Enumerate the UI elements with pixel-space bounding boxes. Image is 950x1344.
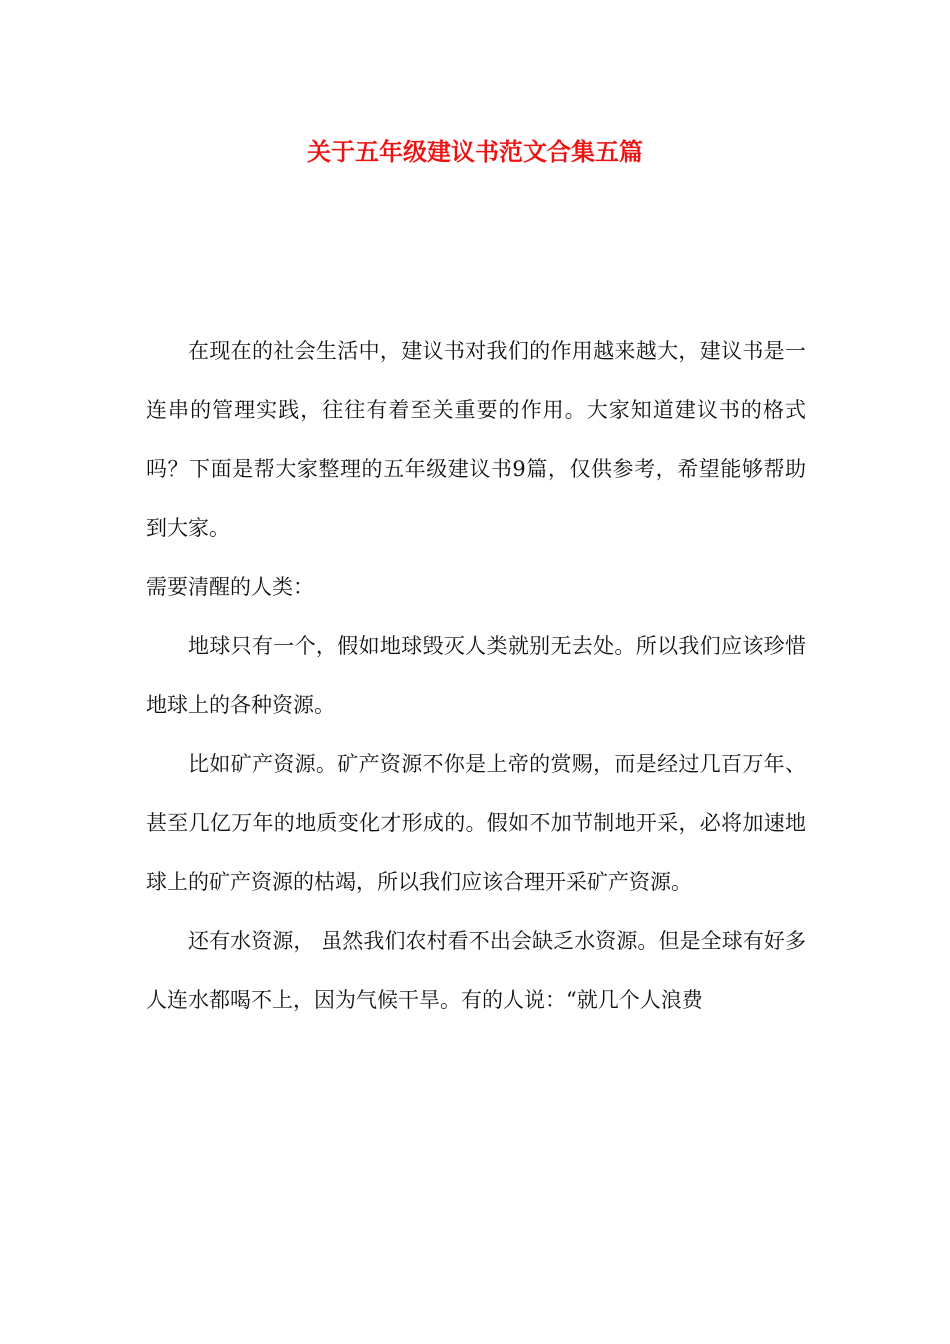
paragraph-water: 还有水资源， 虽然我们农村看不出会缺乏水资源。但是全球有好多人连水都喝不上，因为气候干旱。有的人说：“就几个人浪费 — [146, 929, 806, 1012]
paragraph-intro: 在现在的社会生活中，建议书对我们的作用越来越大，建议书是一连串的管理实践，往往有着至关重要的作用。大家知道建议书的格式吗？下面是帮大家整理的五年级建议书9篇，仅供参考，希望能够帮助到大家。 — [146, 339, 806, 540]
paragraph-minerals: 比如矿产资源。矿产资源不你是上帝的赏赐，而是经过几百万年、甚至几亿万年的地质变化才形成的。假如不加节制地开采，必将加速地球上的矿产资源的枯竭，所以我们应该合理开采矿产资源。 — [146, 752, 806, 894]
paragraph-salutation: 需要清醒的人类： — [146, 575, 314, 599]
paragraph-earth: 地球只有一个，假如地球毁灭人类就别无去处。所以我们应该珍惜地球上的各种资源。 — [146, 634, 806, 717]
document-body — [146, 322, 806, 1030]
document-title: 关于五年级建议书范文合集五篇 — [307, 138, 643, 166]
